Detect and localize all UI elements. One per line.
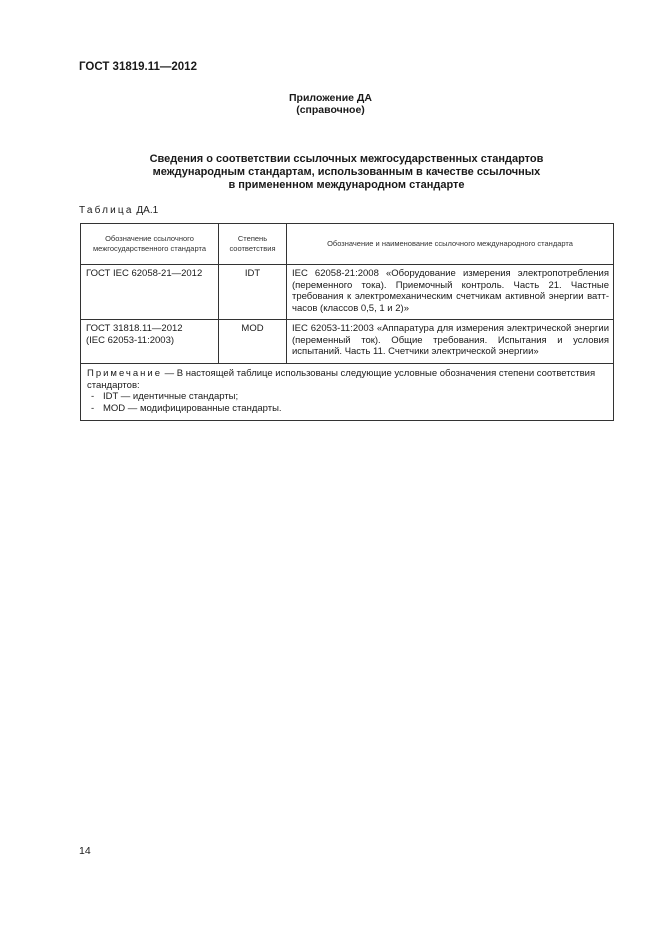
standard-code: ГОСТ 31818.11—2012 bbox=[86, 323, 183, 334]
document-code-header: ГОСТ 31819.11—2012 bbox=[79, 61, 197, 73]
cell-international-standard: IEC 62058-21:2008 «Оборудование измерения электропотребления (переменного тока). Приемочный контроль. Часть 21. Частные требования к электромеханическим счетчикам активной энергии ватт-часов (классов 0,5, 1 и 2)» bbox=[287, 265, 614, 320]
appendix-subtitle: (справочное) bbox=[296, 104, 365, 116]
table-caption bbox=[79, 205, 158, 216]
table-caption-word: Таблица bbox=[79, 205, 134, 216]
note-item-dash: - bbox=[91, 402, 95, 414]
standard-code: ГОСТ IEC 62058-21—2012 bbox=[86, 268, 203, 279]
cell-degree: IDT bbox=[219, 265, 287, 320]
page-number: 14 bbox=[79, 845, 91, 857]
header-interstate-standard: Обозначение ссылочного межгосударственного стандарта bbox=[81, 224, 219, 265]
note-text: — В настоящей таблице использованы следующие условные обозначения степени соответствия стандартов: bbox=[87, 368, 596, 391]
note-item bbox=[87, 403, 608, 415]
table-note-row bbox=[81, 364, 614, 421]
table-row bbox=[81, 320, 614, 364]
note-intro bbox=[87, 368, 608, 391]
cell-interstate-standard bbox=[81, 265, 219, 320]
table-note bbox=[81, 364, 614, 421]
appendix-title: Приложение ДА bbox=[289, 92, 372, 104]
section-title-line: в примененном международном стандарте bbox=[228, 179, 465, 191]
cell-international-standard: IEC 62053-11:2003 «Аппаратура для измерения электрической энергии (переменный ток). Общие требования. Испытания и условия испытаний. Часть 11. Счетчики электрической энергии» bbox=[287, 320, 614, 364]
cell-interstate-standard bbox=[81, 320, 219, 364]
note-item-dash: - bbox=[91, 391, 95, 402]
section-title-line: международным стандартам, использованным в качестве ссылочных bbox=[152, 166, 541, 178]
correspondence-table bbox=[80, 223, 614, 421]
table-row bbox=[81, 265, 614, 320]
note-lead: Примечание bbox=[87, 368, 162, 379]
note-item bbox=[87, 391, 608, 403]
note-item-text: IDT — идентичные стандарты; bbox=[103, 391, 239, 402]
note-item-text: MOD — модифицированные стандарты. bbox=[103, 402, 282, 414]
appendix-heading bbox=[0, 92, 661, 116]
table-caption-id: ДА.1 bbox=[136, 205, 159, 216]
standard-code-secondary: (IEC 62053-11:2003) bbox=[86, 334, 175, 346]
section-title bbox=[100, 153, 593, 192]
table-header-row bbox=[81, 224, 614, 265]
cell-degree: MOD bbox=[219, 320, 287, 364]
header-international-standard: Обозначение и наименование ссылочного международного стандарта bbox=[287, 224, 614, 265]
header-degree: Степень соответствия bbox=[219, 224, 287, 265]
section-title-line: Сведения о соответствии ссылочных межгосударственных стандартов bbox=[149, 153, 544, 165]
